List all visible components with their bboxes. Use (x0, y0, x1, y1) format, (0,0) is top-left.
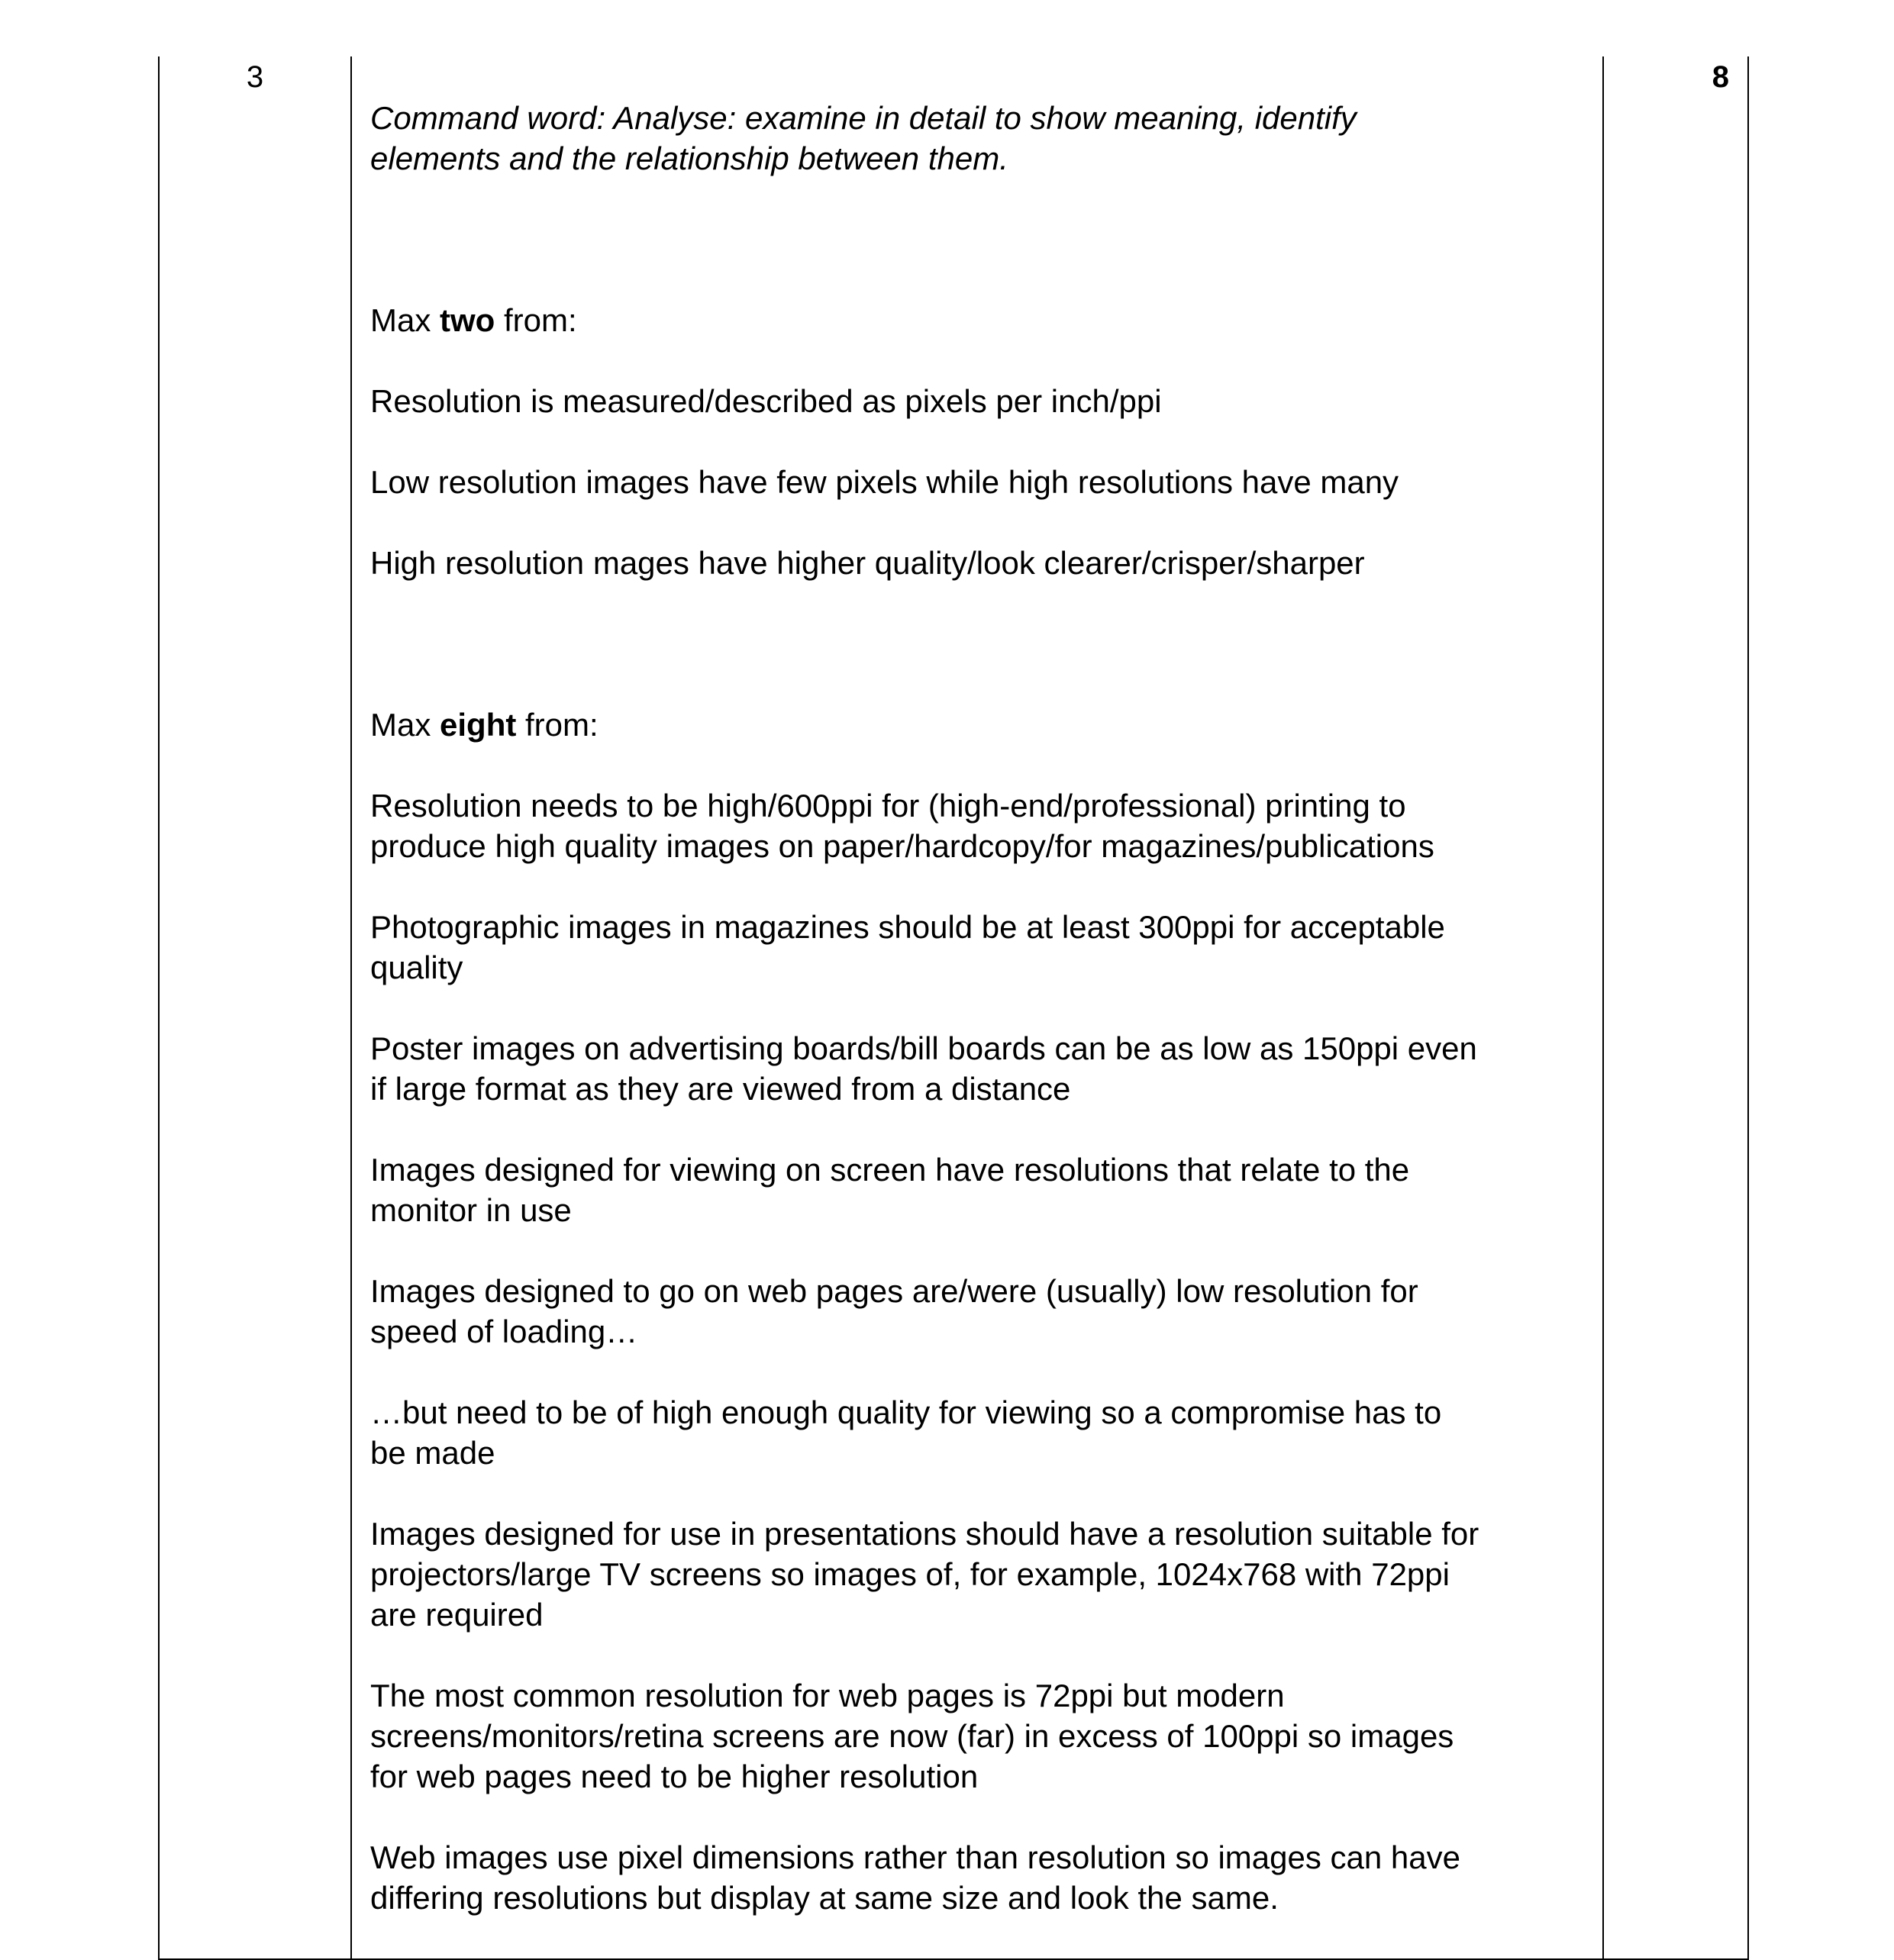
spacer (370, 624, 1589, 664)
answer-point: Poster images on advertising boards/bill boards can be as low as 150ppi even if large format as they are viewed from a distance (370, 1030, 1477, 1107)
answer-point: Web images use pixel dimensions rather than resolution so images can have differing resolutions but display at same size and look the same. (370, 1839, 1460, 1916)
answer-point: Resolution needs to be high/600ppi for (high-end/professional) printing to produce high quality images on paper/hardcopy/for magazines/publications (370, 788, 1434, 864)
section-heading-prefix: Max (370, 707, 440, 743)
spacer (370, 219, 1589, 260)
mark-scheme-table (158, 56, 1749, 1960)
answer-point: Images designed for viewing on screen have resolutions that relate to the monitor in use (370, 1152, 1410, 1228)
table-row (159, 56, 1748, 1959)
question-number-cell (159, 56, 351, 1959)
marks-cell (1603, 56, 1748, 1959)
section-heading-prefix: Max (370, 302, 440, 338)
section-heading-eight (370, 704, 1589, 745)
answer-content (352, 56, 1602, 1958)
answer-point: Images designed to go on web pages are/were (usually) low resolution for speed of loading… (370, 1273, 1418, 1349)
answer-point: Low resolution images have few pixels while high resolutions have many (370, 464, 1399, 500)
section-heading-suffix: from: (516, 707, 599, 743)
answer-point: …but need to be of high enough quality for viewing so a compromise has to be made (370, 1394, 1442, 1471)
answer-point: Photographic images in magazines should be at least 300ppi for acceptable quality (370, 909, 1445, 985)
question-number: 3 (246, 60, 264, 94)
answer-point: High resolution mages have higher quality/look clearer/crisper/sharper (370, 545, 1365, 581)
answer-cell (351, 56, 1603, 1959)
answer-point: Images designed for use in presentations should have a resolution suitable for projectors/large TV screens so images of, for example, 1024x768 with 72ppi are required (370, 1516, 1479, 1633)
section-heading-two (370, 300, 1589, 340)
section-heading-count: eight (440, 707, 517, 743)
marks-value: 8 (1712, 60, 1729, 94)
command-word-text: Command word: Analyse: examine in detail to show meaning, identify elements and the relationship between them. (370, 100, 1357, 176)
section-heading-suffix: from: (495, 302, 577, 338)
answer-point: Resolution is measured/described as pixels per inch/ppi (370, 383, 1162, 419)
section-heading-count: two (440, 302, 495, 338)
answer-point: The most common resolution for web pages is 72ppi but modern screens/monitors/retina screens are now (far) in excess of 100ppi so images for web pages need to be higher resolution (370, 1678, 1454, 1794)
